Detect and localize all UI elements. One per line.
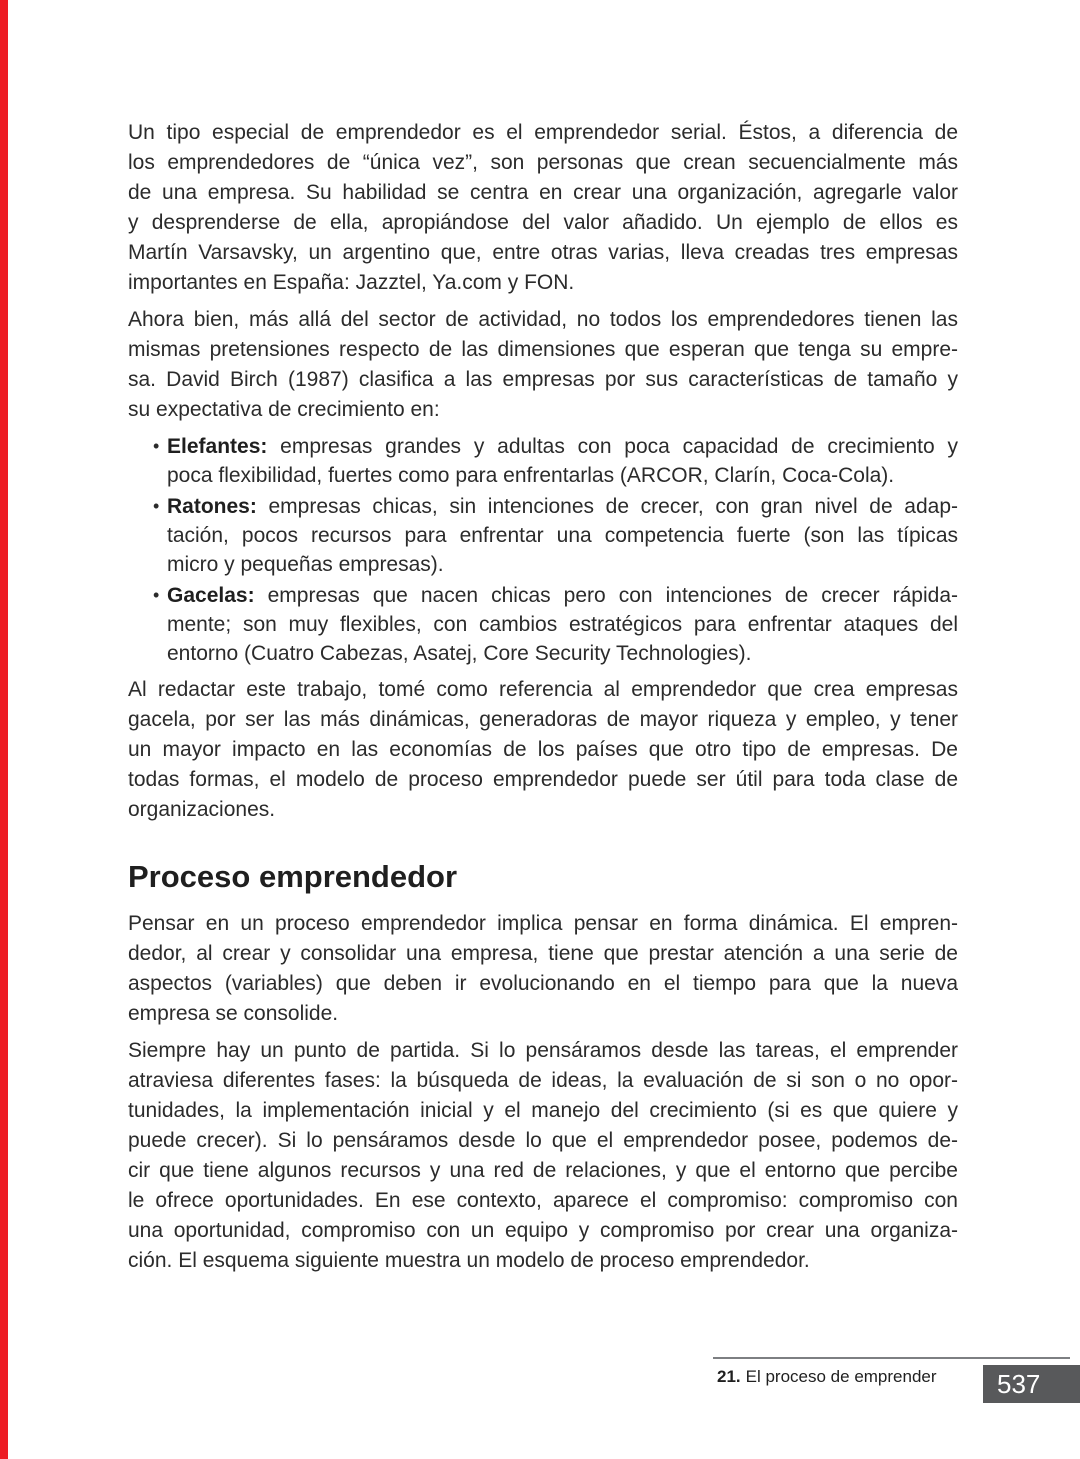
company-types-list bbox=[128, 432, 958, 668]
bullet-line: poca flexibilidad, fuertes como para enfrentarlas (ARCOR, Clarín, Coca-Cola). bbox=[167, 464, 895, 487]
paragraph-line: sa. David Birch (1987) clasifica a las empresas por sus características de tamaño y bbox=[128, 368, 958, 391]
bullet-item bbox=[128, 581, 958, 668]
text-column bbox=[128, 118, 958, 1283]
bullet-line: mente; son muy flexibles, con cambios estratégicos para enfrentar ataques del bbox=[167, 613, 958, 636]
paragraph-line: mismas pretensiones respecto de las dimensiones que esperan que tenga su empre- bbox=[128, 338, 958, 361]
paragraph-line: y desprenderse de ella, apropiándose del valor añadido. Un ejemplo de ellos es bbox=[128, 211, 958, 234]
bullet-icon: • bbox=[153, 496, 160, 516]
bullet-icon: • bbox=[153, 585, 160, 605]
bullet-line-text: empresas chicas, sin intenciones de crecer, con gran nivel de adap- bbox=[268, 495, 958, 518]
footer-chapter-caption bbox=[717, 1366, 937, 1388]
bullet-text bbox=[167, 492, 958, 579]
paragraph-line: tunidades, la implementación inicial y el manejo del crecimiento (si es que quiere y bbox=[128, 1099, 958, 1122]
paragraph-line: Siempre hay un punto de partida. Si lo pensáramos desde las tareas, el emprender bbox=[128, 1039, 958, 1062]
paragraph-line: un mayor impacto en las economías de los países que otro tipo de empresas. De bbox=[128, 738, 958, 761]
bullet-line: micro y pequeñas empresas). bbox=[167, 553, 444, 576]
page-number-badge bbox=[983, 1365, 1080, 1403]
chapter-title: El proceso de emprender bbox=[745, 1367, 937, 1386]
bullet-line-text: empresas grandes y adultas con poca capacidad de crecimiento y bbox=[280, 435, 958, 458]
paragraph-line: dedor, al crear y consolidar una empresa, tiene que prestar atención a una serie de bbox=[128, 942, 958, 965]
page-number: 537 bbox=[997, 1369, 1041, 1399]
bullet-line-text: empresas que nacen chicas pero con intenciones de crecer rápida- bbox=[267, 584, 958, 607]
page-edge-accent-strip bbox=[0, 0, 8, 1459]
footer-divider-line bbox=[713, 1357, 1070, 1359]
section-heading: Proceso emprendedor bbox=[128, 859, 458, 894]
starting-point bbox=[128, 1036, 958, 1276]
paragraph-line: Pensar en un proceso emprendedor implica pensar en forma dinámica. El empren- bbox=[128, 912, 958, 935]
bullet-line bbox=[167, 492, 958, 521]
chapter-number: 21. bbox=[717, 1367, 741, 1386]
paragraph-line: aspectos (variables) que deben ir evolucionando en el tiempo para que la nueva bbox=[128, 972, 958, 995]
paragraph-line: los emprendedores de “única vez”, son personas que crean secuencialmente más bbox=[128, 151, 958, 174]
paragraph-line: gacela, por ser las más dinámicas, generadoras de mayor riqueza y empleo, y tener bbox=[128, 708, 958, 731]
paragraph-line: Ahora bien, más allá del sector de actividad, no todos los emprendedores tienen las bbox=[128, 308, 958, 331]
paragraph-line: atraviesa diferentes fases: la búsqueda de ideas, la evaluación de si son o no opor- bbox=[128, 1069, 958, 1092]
bullet-line: entorno (Cuatro Cabezas, Asatej, Core Security Technologies). bbox=[167, 642, 752, 665]
paragraph-line: empresa se consolide. bbox=[128, 1002, 339, 1025]
paragraph-line: su expectativa de crecimiento en: bbox=[128, 398, 440, 421]
paragraph-line: ción. El esquema siguiente muestra un modelo de proceso emprendedor. bbox=[128, 1249, 810, 1272]
gacela-reference bbox=[128, 675, 958, 825]
bullet-text bbox=[167, 581, 958, 668]
bullet-item bbox=[128, 432, 958, 490]
bullet-term: Elefantes: bbox=[167, 435, 268, 458]
bullet-item bbox=[128, 492, 958, 579]
paragraph-line: una oportunidad, compromiso con un equipo y compromiso por crear una organiza- bbox=[128, 1219, 958, 1242]
bullet-term: Ratones: bbox=[167, 495, 257, 518]
paragraph-line: importantes en España: Jazztel, Ya.com y FON. bbox=[128, 271, 575, 294]
paragraph-line: todas formas, el modelo de proceso emprendedor puede ser útil para toda clase de bbox=[128, 768, 958, 791]
bullet-line: tación, pocos recursos para enfrentar una competencia fuerte (son las típicas bbox=[167, 524, 958, 547]
paragraph-line: cir que tiene algunos recursos y una red de relaciones, y que el entorno que percibe bbox=[128, 1159, 958, 1182]
paragraph-line: Al redactar este trabajo, tomé como referencia al emprendedor que crea empresas bbox=[128, 678, 958, 701]
intro-serial-entrepreneur bbox=[128, 118, 958, 298]
paragraph-line: organizaciones. bbox=[128, 798, 276, 821]
paragraph-line: de una empresa. Su habilidad se centra en crear una organización, agregarle valor bbox=[128, 181, 958, 204]
bullet-term: Gacelas: bbox=[167, 584, 255, 607]
paragraph-line: puede crecer). Si lo pensáramos desde lo que el emprendedor posee, podemos de- bbox=[128, 1129, 958, 1152]
bullet-icon: • bbox=[153, 436, 160, 456]
paragraph-line: Un tipo especial de emprendedor es el emprendedor serial. Éstos, a diferencia de bbox=[128, 121, 958, 144]
paragraph-line: le ofrece oportunidades. En ese contexto, aparece el compromiso: compromiso con bbox=[128, 1189, 958, 1212]
dynamic-process bbox=[128, 909, 958, 1029]
bullet-line bbox=[167, 432, 958, 461]
bullet-line bbox=[167, 581, 958, 610]
birch-classification bbox=[128, 305, 958, 425]
paragraph-line: Martín Varsavsky, un argentino que, entre otras varias, lleva creadas tres empresas bbox=[128, 241, 958, 264]
bullet-text bbox=[167, 432, 958, 490]
